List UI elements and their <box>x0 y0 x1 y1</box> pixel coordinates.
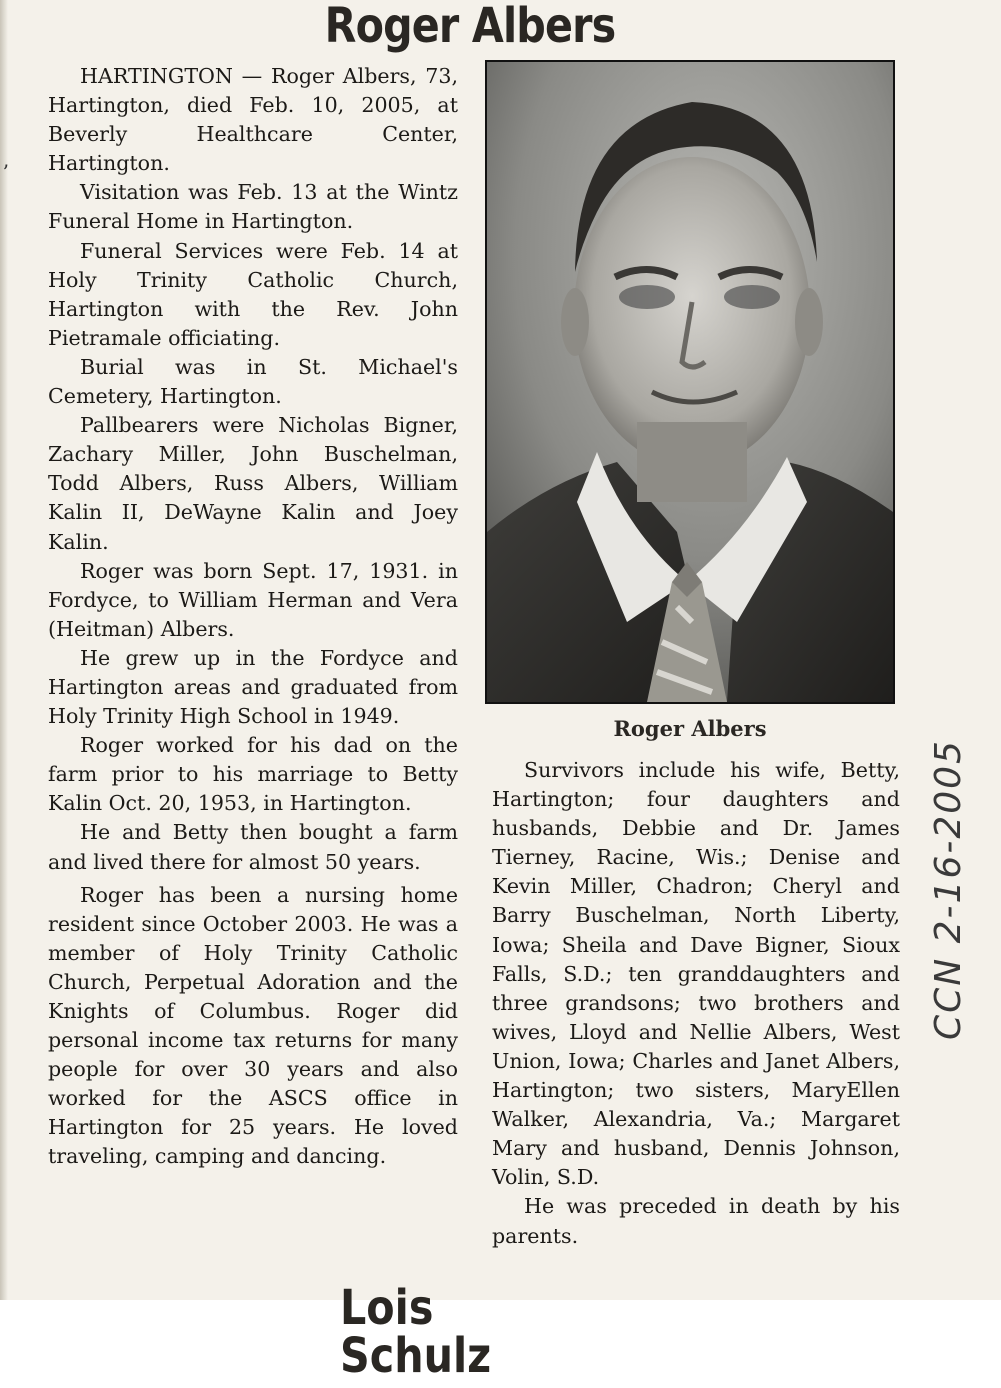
right-text-column <box>492 756 900 1251</box>
portrait-photo <box>485 60 895 704</box>
left-text-column <box>48 62 458 1172</box>
next-obituary-headline-fragment <box>340 1280 630 1384</box>
paragraph-education: He grew up in the Fordyce and Hartington areas and graduated from Holy Trinity High School in 1949. <box>48 645 458 729</box>
paragraph-visitation: Visitation was Feb. 13 at the Wintz Funeral Home in Hartington. <box>48 180 458 234</box>
photo-caption: Roger Albers <box>613 716 767 741</box>
paragraph-death-notice: HARTINGTON — Roger Albers, 73, Hartington, died Feb. 10, 2005, at Beverly Healthcare Center, Hartington. <box>48 64 458 176</box>
clipping-edge-shadow <box>0 0 8 1300</box>
paragraph-survivors: Survivors include his wife, Betty, Hartington; four daughters and husbands, Debbie and Dr. James Tierney, Racine, Wis.; Denise and Kevin Miller, Chadron; Cheryl and Barry Buschelman, North Liberty, Iowa; Sheila and Dave Bigner, Sioux Falls, S.D.; ten granddaughters and three grandsons; two brothers and wives, Lloyd and Nellie Albers, West Union, Iowa; Charles and Janet Albers, Hartington; two sisters, MaryEllen Walker, Alexandria, Va.; Margaret Mary and husband, Dennis Johnson, Volin, S.D. <box>492 758 900 1190</box>
obituary-headline: Roger Albers <box>324 0 616 54</box>
pencil-mark: ʼ <box>2 160 9 184</box>
paragraph-funeral-services: Funeral Services were Feb. 14 at Holy Trinity Catholic Church, Hartington with the Rev. John Pietramale officiating. <box>48 238 458 350</box>
portrait-illustration <box>487 62 893 702</box>
paragraph-farm: He and Betty then bought a farm and lived there for almost 50 years. <box>48 820 458 874</box>
paragraph-pallbearers: Pallbearers were Nicholas Bigner, Zachary Miller, John Buschelman, Todd Albers, Russ Albers, William Kalin II, DeWayne Kalin and Joey Kalin. <box>48 413 458 554</box>
paragraph-burial: Burial was in St. Michael's Cemetery, Hartington. <box>48 354 458 409</box>
handwritten-date-note: CCN 2-16-2005 <box>928 739 969 1040</box>
paragraph-preceded: He was preceded in death by his parents. <box>492 1194 900 1248</box>
paragraph-life: Roger has been a nursing home resident since October 2003. He was a member of Holy Trinity Catholic Church, Perpetual Adoration and the Knights of Columbus. Roger did personal income tax returns for many people for over 30 years and also worked for the ASCS office in Hartington for 25 years. He loved traveling, camping and dancing. <box>48 882 458 1169</box>
next-headline-text: Lois Schulz <box>340 1280 492 1384</box>
paragraph-marriage: Roger worked for his dad on the farm prior to his marriage to Betty Kalin Oct. 20, 1953, in Hartington. <box>48 733 458 816</box>
paragraph-birth: Roger was born Sept. 17, 1931. in Fordyce, to William Herman and Vera (Heitman) Albers. <box>48 558 458 641</box>
